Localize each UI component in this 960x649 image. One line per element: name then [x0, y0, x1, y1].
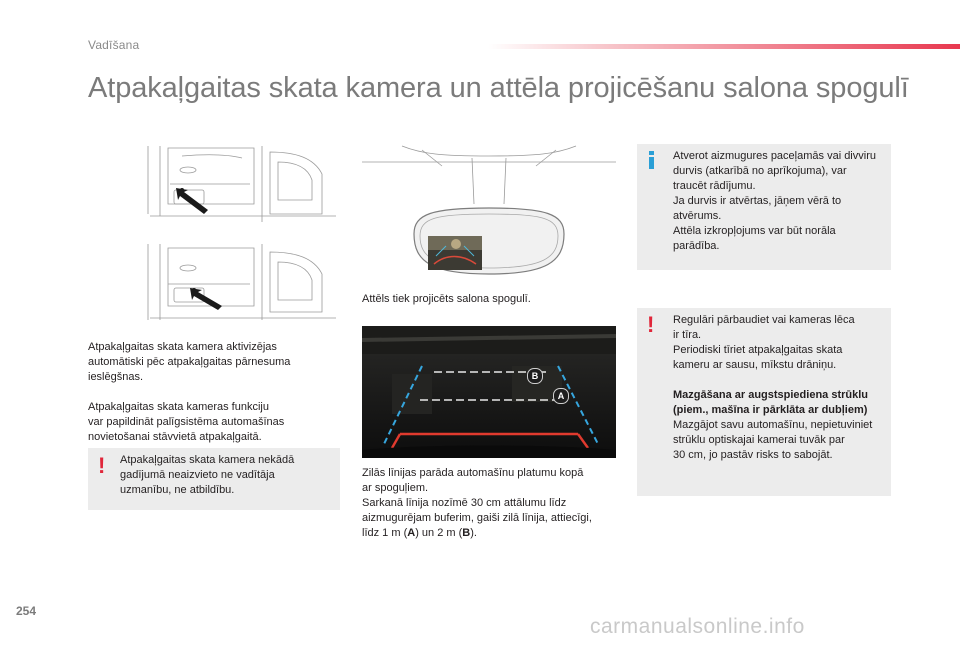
camera-label-a: A — [553, 388, 569, 404]
text-line: Sarkanā līnija nozīmē 30 cm attālumu līdz — [362, 497, 567, 509]
text-line: Regulāri pārbaudiet vai kameras lēca — [673, 314, 855, 326]
van-rear-drawing — [146, 144, 340, 324]
header-accent-bar — [488, 44, 960, 49]
mirror-drawing — [362, 144, 616, 288]
van-rear-illustration — [146, 144, 340, 324]
camera-label-b: B — [527, 368, 543, 384]
text-line: atvērums. — [673, 210, 722, 222]
text-line: ar spoguļiem. — [362, 482, 429, 494]
text-fragment: ). — [470, 527, 477, 539]
text-line: Attēla izkropļojums var būt norāla — [673, 225, 836, 237]
text-line: uzmanību, ne atbildību. — [120, 484, 235, 496]
text-line: Atpakaļgaitas skata kamera nekādā — [120, 454, 295, 466]
parking-assist-paragraph — [88, 400, 338, 445]
text-line: Mazgājot savu automašīnu, nepietuviniet — [673, 419, 873, 431]
text-line: var papildināt palīgsistēma automašīnas — [88, 416, 285, 428]
activation-paragraph — [88, 340, 338, 385]
text-line: Atpakaļgaitas skata kamera aktivizējas — [88, 341, 277, 353]
text-line: durvis (atkarībā no aprīkojuma), var — [673, 165, 847, 177]
door-info-box — [637, 144, 891, 270]
cleaning-warning-text — [673, 313, 888, 463]
text-line: Atverot aizmugures paceļamās vai divviru — [673, 150, 876, 162]
text-line: Zilās līnijas parāda automašīnu platumu kopā — [362, 467, 584, 479]
text-line: novietošanai stāvvietā atpakaļgaitā. — [88, 431, 262, 443]
text-line: parādība. — [673, 240, 720, 252]
text-fragment: ) un 2 m ( — [415, 527, 463, 539]
text-line-bold: (piem., mašīna ir pārklāta ar dubļiem) — [673, 404, 868, 416]
section-label: Vadīšana — [88, 38, 140, 52]
text-line: traucēt rādījumu. — [673, 180, 756, 192]
text-line: aizmugurējam buferim, gaiši zilā līnija, attiecīgi, — [362, 512, 592, 524]
warning-icon: ! — [647, 312, 655, 337]
mirror-caption: Attēls tiek projicēts salona spogulī. — [362, 293, 531, 305]
camera-cleaning-warning-box — [637, 308, 891, 496]
guide-lines-explanation — [362, 466, 620, 541]
watermark: carmanualsonline.info — [590, 615, 805, 638]
page-title: Atpakaļgaitas skata kamera un attēla projicēšanu salona spogulī — [88, 72, 909, 104]
info-icon — [649, 151, 654, 170]
page-number: 254 — [16, 604, 37, 618]
text-line: kameru ar sausu, mīkstu drāniņu. — [673, 359, 837, 371]
label-a-reference: A — [407, 527, 416, 539]
warning-text — [120, 453, 335, 498]
camera-view-image — [362, 326, 616, 458]
text-line: 30 cm, jo pastāv risks to sabojāt. — [673, 449, 833, 461]
text-line: Atpakaļgaitas skata kameras funkciju — [88, 401, 269, 413]
warning-icon: ! — [98, 453, 106, 478]
text-line: ir tīra. — [673, 329, 702, 341]
text-fragment: līdz 1 m ( — [362, 527, 408, 539]
text-line: Ja durvis ir atvērtas, jāņem vērā to — [673, 195, 842, 207]
info-text — [673, 149, 887, 254]
text-line: ieslēgšnas. — [88, 371, 144, 383]
camera-view-drawing — [362, 326, 616, 458]
text-line — [362, 526, 620, 541]
text-line: Periodiski tīriet atpakaļgaitas skata — [673, 344, 843, 356]
text-line: gadījumā neaizvieto ne vadītāja — [120, 469, 275, 481]
label-b-reference: B — [462, 527, 471, 539]
driver-attention-warning-box — [88, 448, 340, 510]
text-line: strūklu optiskajai kamerai tuvāk par — [673, 434, 845, 446]
text-line: automātiski pēc atpakaļgaitas pārnesuma — [88, 356, 291, 368]
text-line-bold: Mazgāšana ar augstspiediena strūklu — [673, 389, 869, 401]
rearview-mirror-illustration — [362, 144, 616, 288]
